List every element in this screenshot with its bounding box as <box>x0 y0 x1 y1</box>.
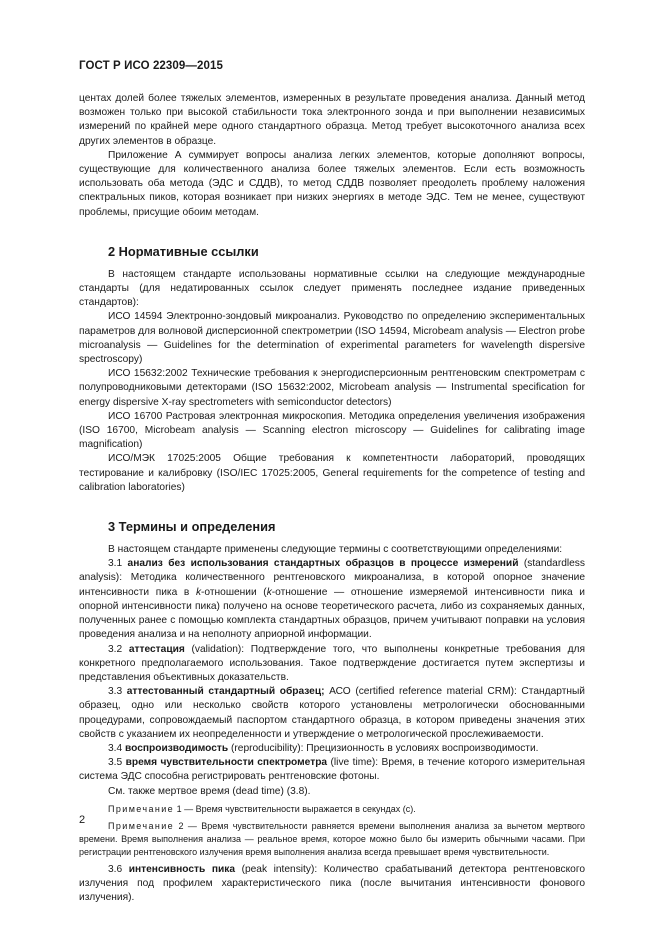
term-name: интенсивность пика <box>128 863 236 875</box>
term-definition: (peak intensity): Количество срабатываний детектора рентгеновского излучения под профилем характеристического пика (после вычитания интенсивности фонового излучения). <box>79 863 585 904</box>
section-3-heading: 3 Термины и определения <box>108 519 276 535</box>
normative-reference: ИСО 15632:2002 Технические требования к энергодисперсионным рентгеновским спектрометрам с полупроводниковыми детекторами (ISO 15632:2002, Microbeam analysis — Instrumental specification for energy dispersive X-ray spectrometers with semiconductor detectors) <box>79 368 585 408</box>
term-name: анализ без использования стандартных образцов в процессе измерений <box>127 558 519 570</box>
term-name: аттестованный стандартный образец; <box>126 686 325 698</box>
term-number: 3.4 <box>108 742 125 754</box>
intro-paragraph-1: центах долей более тяжелых элементов, измеренных в результате проведения анализа. Данный метод возможен только при высокой стабильности тока электронного зонда и при выполнении независимых измерений по крайней мере одного стандартного образца. Метод требует высокоточного анализа всех других элементов в образце. <box>79 93 585 147</box>
note-2 <box>79 820 585 859</box>
term-name: время чувствительности спектрометра <box>125 757 328 769</box>
term-definition: (reproducibility): Прецизионность в условиях воспроизводимости. <box>228 742 539 754</box>
note-1 <box>79 803 585 816</box>
term-definition: (live time): Время, в течение которого измерительная система ЭДС способна регистрировать рентгеновские фотоны. <box>79 757 585 783</box>
page-content <box>79 92 585 905</box>
term-italic: k <box>195 586 202 598</box>
term-3-1 <box>79 557 585 642</box>
term-name: аттестация <box>128 643 185 655</box>
note-text: 1 — Время чувствительности выражается в секундах (с). <box>174 803 416 814</box>
normative-reference: ИСО 16700 Растровая электронная микроскопия. Методика определения увеличения изображения (ISO 16700, Microbeam analysis — Scanning electron microscopy — Guidelines for calibrating image magnification) <box>79 410 585 451</box>
term-definition: (validation): Подтверждение того, что выполнены конкретные требования для конкретного предполагаемого использования. Такое подтверждение достигается путем экспертизы и представления объективных доказательств. <box>79 643 586 683</box>
term-3-4 <box>79 742 585 756</box>
term-number: 3.3 <box>108 686 127 698</box>
note-label: Примечание <box>108 803 175 814</box>
note-label: Примечание <box>108 820 175 831</box>
term-number: 3.2 <box>108 643 129 655</box>
document-header: ГОСТ Р ИСО 22309—2015 <box>79 60 224 72</box>
section-2-heading: 2 Нормативные ссылки <box>108 243 259 259</box>
normative-reference: ИСО/МЭК 17025:2005 Общие требования к компетентности лабораторий, проводящих тестирование и калибровку (ISO/IEC 17025:2005, General requirements for the competence of testing and calibration laboratories) <box>79 453 585 493</box>
term-3-5-see-also: См. также мертвое время (dead time) (3.8). <box>108 785 311 797</box>
term-italic: k <box>266 586 272 598</box>
term-number: 3.5 <box>108 757 126 769</box>
section-3-intro: В настоящем стандарте применены следующие термины с соответствующими определениями: <box>108 544 563 556</box>
term-name: воспроизводимость <box>125 742 229 754</box>
term-definition: -отношение — отношение измеряемой интенсивности пика и опорной интенсивности пика) получено на основе теоретического расчета, либо из сохраняемых данных, полученных ранее с помощью комплекта стандартных образцов, причем учитывают поправки на условия проведения анализа и на неполноту априорной информации. <box>79 586 585 641</box>
term-definition: АСО (certified reference material CRM): Стандартный образец, одно или несколько свойств которого установлены метрологически обоснованными процедурами, сопровождаемый паспортом стандартного образца, в котором приведены значения этих свойств с указанием их неопределенности и утверждение о метрологической прослеживаемости. <box>79 686 585 740</box>
term-definition: (standardless analysis): Методика количественного рентгеновского микроанализа, в которой опорное значение интенсивности пика в <box>79 558 585 598</box>
term-definition: -отношении ( <box>201 586 267 598</box>
intro-paragraph-2: Приложение А суммирует вопросы анализа легких элементов, которые дополняют вопросы, существующие для количественного анализа более тяжелых элементов. Если есть возможность использовать оба метода (ЭДС и СДДВ), то метод СДДВ позволяет преодолеть проблему наложения спектральных пиков, которая возникает при низких энергиях в методе ЭДС. Тем не менее, существуют проблемы, присущие обоим методам. <box>79 149 585 218</box>
term-3-6 <box>79 863 585 906</box>
page-number: 2 <box>79 814 86 826</box>
term-3-5 <box>79 756 585 784</box>
term-number: 3.6 <box>108 863 129 875</box>
term-number: 3.1 <box>108 558 128 570</box>
note-text: 2 — Время чувствительности равняется времени выполнения анализа за вычетом мертвого времени. Время выполнения анализа — реальное время, которое можно было бы измерить обычными часами. При регистрации рентгеновского излучения время выполнения анализа всегда превышает время чувствительности. <box>79 820 585 857</box>
normative-reference: ИСО 14594 Электронно-зондовый микроанализ. Руководство по определению экспериментальных параметров для волновой дисперсионной спектрометрии (ISO 14594, Microbeam analysis — Electron probe microanalysis — Guidelines for the determination of experimental parameters for wavelength dispersive spectroscopy) <box>79 311 585 366</box>
section-2-intro: В настоящем стандарте использованы нормативные ссылки на следующие международные стандарты (для недатированных ссылок следует применять последнее издание приведенных стандартов): <box>79 268 585 309</box>
term-3-2 <box>79 643 585 686</box>
term-3-3 <box>79 685 585 742</box>
